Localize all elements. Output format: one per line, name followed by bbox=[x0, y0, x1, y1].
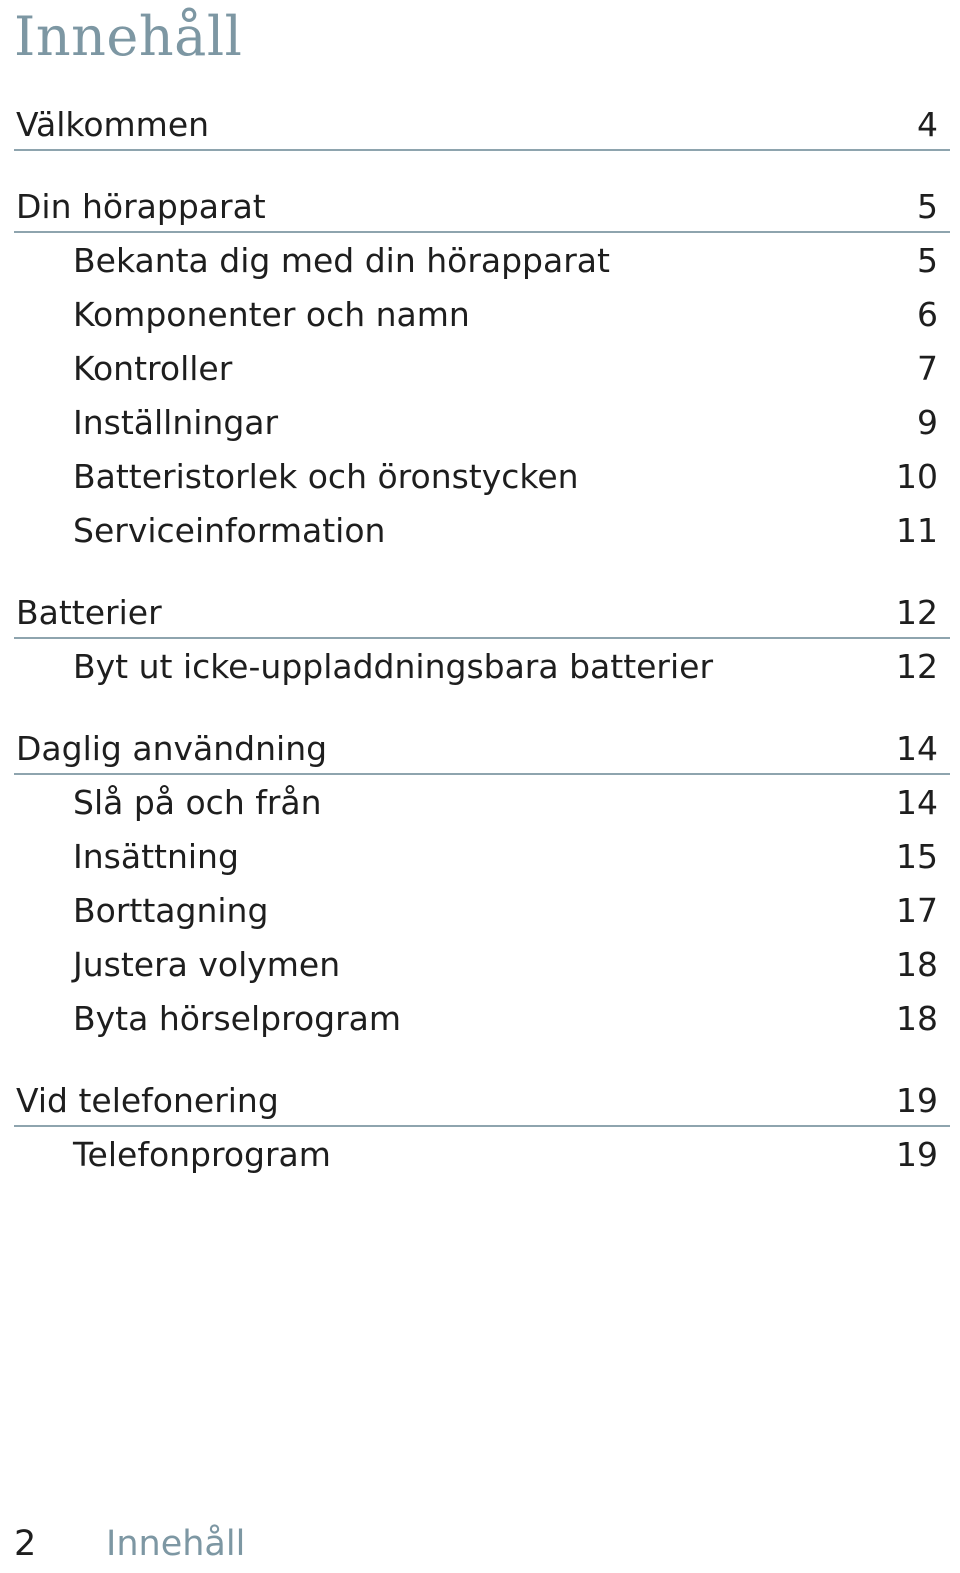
toc-item[interactable] bbox=[73, 837, 938, 877]
toc-page-number: 18 bbox=[896, 945, 938, 984]
toc-page-number: 18 bbox=[896, 999, 938, 1038]
toc-page-number: 12 bbox=[896, 593, 938, 632]
toc-item-label: Kontroller bbox=[73, 349, 233, 388]
toc-item[interactable] bbox=[73, 241, 938, 281]
toc-item[interactable] bbox=[73, 891, 938, 931]
toc-page-number: 11 bbox=[896, 511, 938, 550]
page-footer bbox=[0, 1522, 960, 1566]
toc-section-label: Batterier bbox=[16, 593, 162, 632]
toc-page-number: 10 bbox=[896, 457, 938, 496]
toc-section-label: Vid telefonering bbox=[16, 1081, 279, 1120]
toc-section-telephone[interactable] bbox=[16, 1081, 938, 1121]
toc-item[interactable] bbox=[73, 403, 938, 443]
toc-page-number: 19 bbox=[896, 1081, 938, 1120]
toc-page-number: 9 bbox=[917, 403, 938, 442]
toc-page-number: 17 bbox=[896, 891, 938, 930]
toc-page-number: 4 bbox=[917, 105, 938, 144]
toc-item[interactable] bbox=[73, 1135, 938, 1175]
toc-item-label: Serviceinformation bbox=[73, 511, 386, 550]
toc-section-hearing-aid[interactable] bbox=[16, 187, 938, 227]
toc-item-label: Batteristorlek och öronstycken bbox=[73, 457, 579, 496]
toc-section-daily-use[interactable] bbox=[16, 729, 938, 769]
toc-item-label: Byta hörselprogram bbox=[73, 999, 402, 1038]
section-divider bbox=[14, 773, 950, 775]
footer-page-number: 2 bbox=[14, 1524, 37, 1564]
toc-page-number: 5 bbox=[917, 187, 938, 226]
toc-page-number: 7 bbox=[917, 349, 938, 388]
toc-section-label: Välkommen bbox=[16, 105, 210, 144]
section-divider bbox=[14, 231, 950, 233]
section-divider bbox=[14, 149, 950, 151]
toc-item[interactable] bbox=[73, 511, 938, 551]
toc-section-label: Din hörapparat bbox=[16, 187, 266, 226]
toc-page-number: 6 bbox=[917, 295, 938, 334]
toc-page-number: 14 bbox=[896, 729, 938, 768]
toc-section-welcome[interactable] bbox=[16, 105, 938, 145]
toc-item[interactable] bbox=[73, 783, 938, 823]
toc-page-number: 15 bbox=[896, 837, 938, 876]
toc-page-number: 19 bbox=[896, 1135, 938, 1174]
toc-item-label: Borttagning bbox=[73, 891, 269, 930]
toc-item-label: Slå på och från bbox=[73, 783, 322, 822]
toc-section-batteries[interactable] bbox=[16, 593, 938, 633]
toc-item[interactable] bbox=[73, 647, 938, 687]
page-title: Innehåll bbox=[14, 5, 243, 68]
section-divider bbox=[14, 637, 950, 639]
toc-section-label: Daglig användning bbox=[16, 729, 328, 768]
footer-section-name: Innehåll bbox=[106, 1524, 246, 1564]
toc-item[interactable] bbox=[73, 349, 938, 389]
toc-item-label: Telefonprogram bbox=[73, 1135, 331, 1174]
toc-page-number: 14 bbox=[896, 783, 938, 822]
toc-item[interactable] bbox=[73, 457, 938, 497]
toc-item-label: Byt ut icke-uppladdningsbara batterier bbox=[73, 647, 714, 686]
toc-page-number: 5 bbox=[917, 241, 938, 280]
toc-page-number: 12 bbox=[896, 647, 938, 686]
toc-item[interactable] bbox=[73, 945, 938, 985]
toc-item-label: Komponenter och namn bbox=[73, 295, 470, 334]
toc-item[interactable] bbox=[73, 999, 938, 1039]
toc-item-label: Inställningar bbox=[73, 403, 279, 442]
section-divider bbox=[14, 1125, 950, 1127]
toc-item-label: Insättning bbox=[73, 837, 239, 876]
toc-item-label: Bekanta dig med din hörapparat bbox=[73, 241, 610, 280]
toc-item-label: Justera volymen bbox=[73, 945, 341, 984]
toc-item[interactable] bbox=[73, 295, 938, 335]
